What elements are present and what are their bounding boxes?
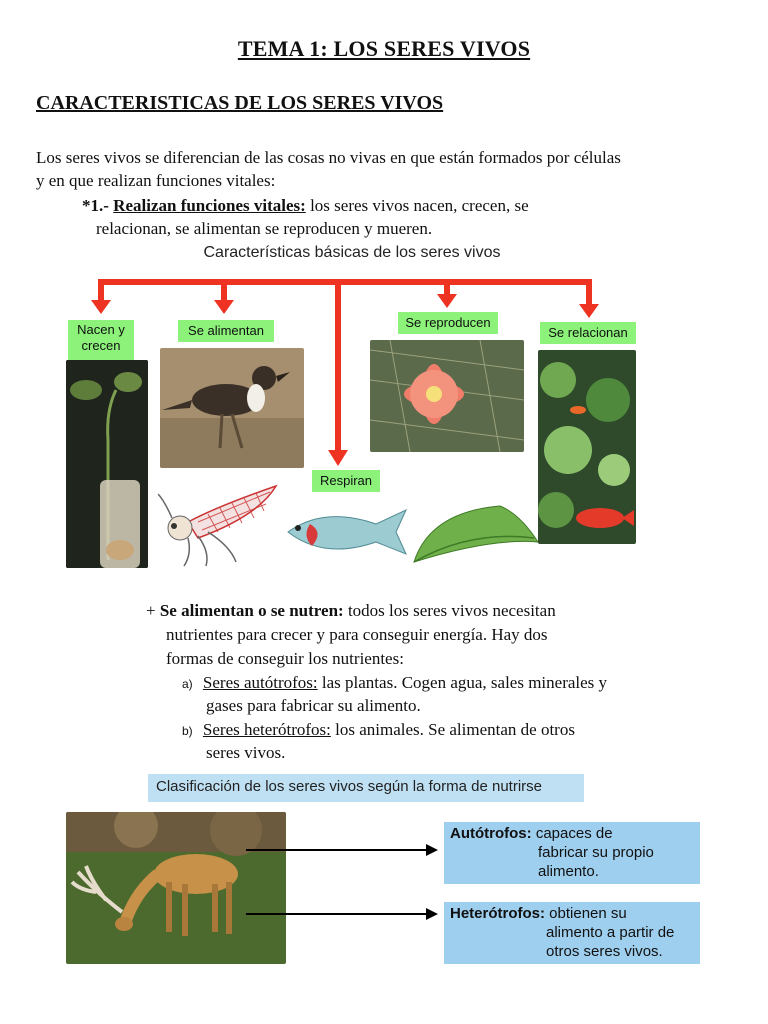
nutrition-line-2: nutrientes para crecer y para conseguir energía. Hay dos xyxy=(166,625,548,644)
figure1-title: Características básicas de los seres vivos xyxy=(203,244,501,261)
label-se-relacionan: Se relacionan xyxy=(540,322,636,344)
cactus-flower-photo xyxy=(370,340,524,452)
point1-line-2: relacionan, se alimentan se reproducen y mueren. xyxy=(96,219,433,238)
list-marker: a) xyxy=(182,677,193,691)
list-item-heterotrofos xyxy=(182,718,575,743)
arrow-right-icon xyxy=(426,908,438,920)
nutrition-line-1 xyxy=(146,599,556,622)
point1-prefix: *1.- xyxy=(82,196,109,215)
page-title: TEMA 1: LOS SERES VIVOS xyxy=(237,36,531,61)
label-se-alimentan: Se alimentan xyxy=(178,320,274,342)
label-nacen-crecen: Nacen y crecen xyxy=(68,320,134,360)
list-marker: b) xyxy=(182,724,193,738)
figure2-title: Clasificación de los seres vivos según la forma de nutrirse xyxy=(156,778,543,795)
autotrofos-box-line-2: fabricar su propio xyxy=(538,844,654,861)
heterotrofos-box xyxy=(444,902,700,964)
nutrition-line-3: formas de conseguir los nutrientes: xyxy=(166,649,404,668)
arrow-down-icon xyxy=(214,300,234,314)
bird-photo xyxy=(160,348,304,468)
point1-heading: Realizan funciones vitales: xyxy=(113,196,306,215)
nutrition-heading: Se alimentan o se nutren: xyxy=(159,601,344,620)
heterotrofos-box-line-1: obtienen su xyxy=(545,905,627,922)
heterotrofos-box-line-3: otros seres vivos. xyxy=(546,943,663,960)
list-item-autotrofos xyxy=(182,671,607,696)
intro-line-2: y en que realizan funciones vitales: xyxy=(36,171,276,190)
point1-line-1 xyxy=(82,194,529,217)
autotrofos-box-term: Autótrofos: xyxy=(450,825,532,842)
aquarium-photo xyxy=(538,350,636,544)
section-heading: CARACTERISTICAS DE LOS SERES VIVOS xyxy=(36,92,444,114)
leaf-illustration xyxy=(410,502,540,568)
nutrition-bullet: + xyxy=(146,601,156,620)
heterotrofos-text-1: los animales. Se alimentan de otros xyxy=(330,720,575,739)
arrow-down-icon xyxy=(579,304,599,318)
heterotrofos-text-2: seres vivos. xyxy=(206,743,286,762)
heterotrofos-box-line-2: alimento a partir de xyxy=(546,924,675,941)
autotrofos-box xyxy=(444,822,700,884)
arrow-down-icon xyxy=(328,450,348,466)
term-autotrofos: Seres autótrofos: xyxy=(202,673,318,692)
heterotrofos-box-term: Heterótrofos: xyxy=(450,905,546,922)
intro-line-1: Los seres vivos se diferencian de las cosas no vivas en que están formados por células xyxy=(36,148,621,167)
arrow-down-icon xyxy=(437,294,457,308)
term-heterotrofos: Seres heterótrofos: xyxy=(202,720,331,739)
seedling-photo xyxy=(66,360,148,568)
characteristics-figure xyxy=(64,240,640,572)
arrow-bar xyxy=(98,279,592,285)
autotrofos-text-2: gases para fabricar su alimento. xyxy=(206,696,421,715)
autotrofos-box-line-3: alimento. xyxy=(538,863,599,880)
fish-illustration xyxy=(284,502,408,562)
arrow-down-icon xyxy=(91,300,111,314)
point1-text-1: los seres vivos nacen, crecen, se xyxy=(305,196,529,215)
autotrofos-box-line-1: capaces de xyxy=(531,825,613,842)
label-se-reproducen: Se reproducen xyxy=(398,312,498,334)
nutrition-text-1: todos los seres vivos necesitan xyxy=(343,601,556,620)
label-respiran: Respiran xyxy=(312,470,380,492)
classification-arrows xyxy=(246,836,442,922)
autotrofos-text-1: las plantas. Cogen agua, sales minerales y xyxy=(317,673,608,692)
insect-illustration xyxy=(158,476,284,568)
arrow-right-icon xyxy=(426,844,438,856)
